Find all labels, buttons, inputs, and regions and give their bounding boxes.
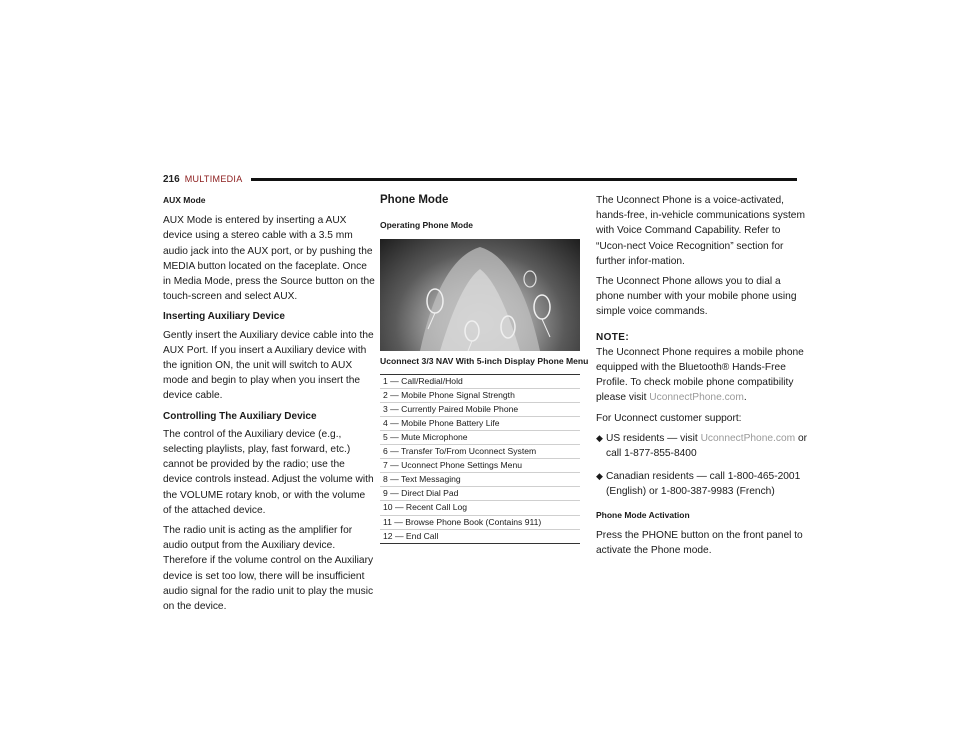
header-rule <box>251 178 797 181</box>
dial-paragraph: The Uconnect Phone allows you to dial a phone number with your mobile phone using simple voice commands. <box>596 276 797 318</box>
activation-paragraph: Press the PHONE button on the front panel to activate the Phone mode. <box>596 529 803 557</box>
legend-row: 2 — Mobile Phone Signal Strength <box>380 389 580 403</box>
column-middle <box>380 193 589 544</box>
legend-row: 4 — Mobile Phone Battery Life <box>380 417 580 431</box>
inserting-heading: Inserting Auxiliary Device <box>163 311 285 323</box>
support-list <box>596 431 810 500</box>
legend-row: 8 — Text Messaging <box>380 473 580 487</box>
column-right <box>596 193 810 563</box>
legend-row: 10 — Recent Call Log <box>380 501 580 515</box>
diamond-bullet-icon: ◆ <box>596 432 603 443</box>
legend-row: 6 — Transfer To/From Uconnect System <box>380 445 580 459</box>
page-number: 216 <box>163 173 180 185</box>
canada-text: Canadian residents — call 1-800-465-2001 (English) or 1-800-387-9983 (French) <box>606 471 801 498</box>
intro-paragraph: The Uconnect Phone is a voice-activated, hands-free, in-vehicle communications system with Voice Command Capability. Refer to “Ucon-nect Voice Recognition” section for further infor-mation. <box>596 195 805 267</box>
note-label: NOTE: <box>596 331 630 343</box>
operating-phone-heading: Operating Phone Mode <box>380 220 474 231</box>
legend-row: 5 — Mute Microphone <box>380 431 580 445</box>
legend-row: 12 — End Call <box>383 530 439 541</box>
note-period: . <box>743 392 747 404</box>
us-link[interactable]: UconnectPhone.com <box>700 432 796 444</box>
activation-heading: Phone Mode Activation <box>596 509 690 520</box>
amplifier-paragraph: The radio unit is acting as the amplifier for audio output from the Auxiliary device. Therefore if the volume control on the Auxiliary device is set too low, there will be insufficient audio signal for the radio unit to play the music on the device. <box>163 525 374 613</box>
note-link[interactable]: UconnectPhone.com <box>649 392 744 404</box>
diamond-bullet-icon: ◆ <box>596 471 603 482</box>
legend-row: 7 — Uconnect Phone Settings Menu <box>380 459 580 473</box>
support-paragraph: For Uconnect customer support: <box>596 412 742 424</box>
legend-table <box>380 374 580 544</box>
controlling-paragraph: The control of the Auxiliary device (e.g., selecting playlists, play, fast forward, etc.) cannot be provided by the radio; use the device controls instead. Adjust the volume with the VOLUME rotary knob, or with the volume of the attached device. <box>163 428 374 516</box>
phone-mode-heading: Phone Mode <box>380 194 449 206</box>
us-suffix: or call 1-877-855-8400 <box>606 432 808 460</box>
inserting-paragraph: Gently insert the Auxiliary device cable into the AUX Port. If you insert a Auxiliary device with the ignition ON, the unit will switch to AUX mode and begin to play when you insert the device cable. <box>163 329 374 402</box>
controlling-heading: Controlling The Auxiliary Device <box>163 410 317 422</box>
figure-caption: Uconnect 3/3 NAV With 5-inch Display Phone Menu <box>380 356 589 367</box>
page-header <box>163 172 797 186</box>
list-item <box>596 469 810 499</box>
phone-menu-image <box>380 239 580 351</box>
legend-row: 11 — Browse Phone Book (Contains 911) <box>380 516 580 530</box>
note-text: The Uconnect Phone requires a mobile phone equipped with the Bluetooth® Hands-Free Profile. To check mobile phone compatibility please visit <box>596 346 804 404</box>
us-prefix: US residents — visit <box>606 432 698 444</box>
column-left <box>163 193 375 619</box>
section-title: MULTIMEDIA <box>184 174 243 184</box>
legend-row: 1 — Call/Redial/Hold <box>380 375 580 389</box>
note-paragraph <box>596 345 810 406</box>
list-item <box>596 431 810 461</box>
aux-mode-heading: AUX Mode <box>163 195 206 205</box>
legend-row: 3 — Currently Paired Mobile Phone <box>380 403 580 417</box>
legend-row: 9 — Direct Dial Pad <box>380 487 580 501</box>
aux-mode-paragraph: AUX Mode is entered by inserting a AUX device using a stereo cable with a 3.5 mm audio jack into the AUX port, or by pushing the MEDIA button located on the faceplate. Once in Media Mode, press the Source button on the touch-screen and select AUX. <box>163 215 375 303</box>
